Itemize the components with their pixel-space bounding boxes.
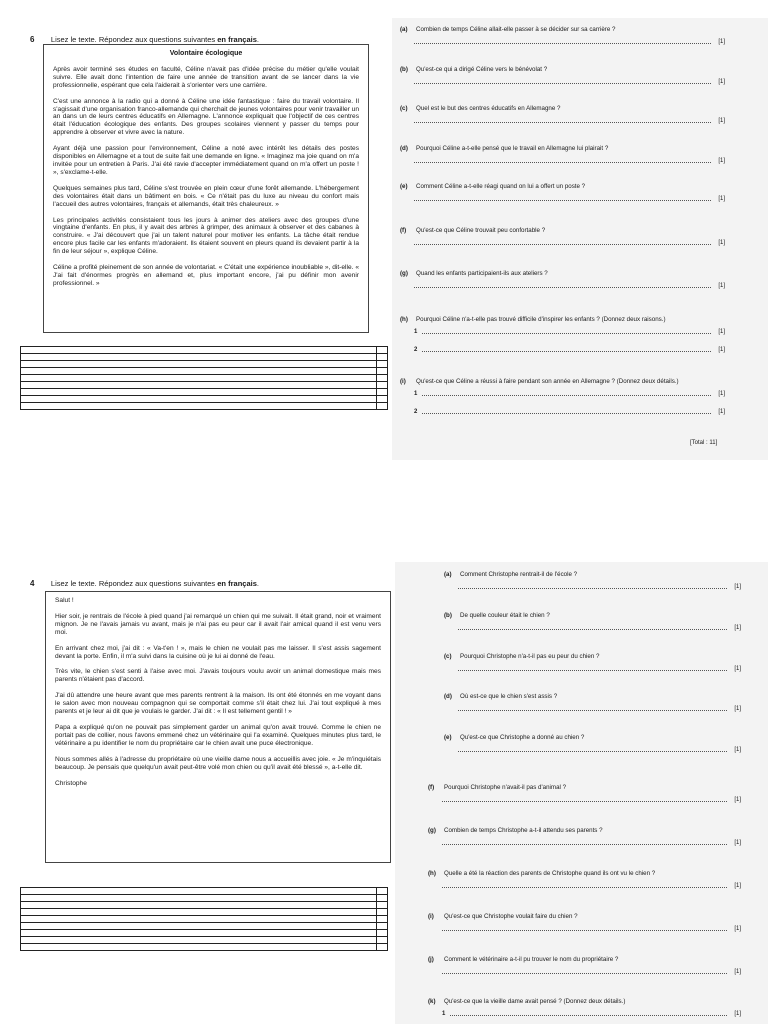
- mark-allocation: [1]: [734, 926, 741, 932]
- question-label: (k): [428, 998, 436, 1005]
- mark-allocation: [1]: [734, 666, 741, 672]
- question-text: Comment le vétérinaire a-t-il pu trouver le nom du propriétaire ?: [444, 956, 619, 963]
- passage-paragraph: Papa a expliqué qu'on ne pouvait pas simplement garder un animal qu'on avait trouvé. Comme le chien ne portait pas de collier, nous l'avons emmené chez un vétérinaire qui l'a examiné. Quelques minutes plus tard, le vétérinaire a pu identifier le nom du propriétaire car le chien avait une puce électronique.: [55, 723, 381, 747]
- answer-number: 2: [414, 347, 418, 353]
- answer-line[interactable]: [458, 585, 741, 592]
- question-text: Combien de temps Céline allait-elle passer à se décider sur sa carrière ?: [416, 26, 616, 33]
- answer-line[interactable]: [458, 667, 741, 674]
- answer-dots: [442, 930, 727, 931]
- question-text: Pourquoi Christophe n'a-t-il pas eu peur du chien ?: [460, 653, 600, 660]
- answer-dots: [442, 844, 727, 845]
- exercise-instruction: Lisez le texte. Répondez aux questions suivantes en français.: [50, 579, 259, 588]
- passage-title: Volontaire écologique: [169, 50, 243, 57]
- passage-paragraph: J'ai dû attendre une heure avant que mes parents rentrent à la maison. Ils ont été étonnés en me voyant dans le salon avec mon nouveau compagnon qui se comportait comme s'il était chez lui. J'ai tout expliqué à mes parents et je leur ai dit que je voulais le garder. J'ai dit : « Il est tellement gentil ! »: [55, 692, 381, 716]
- mark-allocation: [1]: [734, 747, 741, 753]
- mark-allocation: [1]: [718, 196, 725, 202]
- question-label: (a): [400, 26, 408, 33]
- question-text: Qu'est-ce qui a dirigé Céline vers le bénévolat ?: [416, 66, 548, 73]
- mark-allocation: [1]: [718, 283, 725, 289]
- question-d: [444, 693, 741, 701]
- question-a: [444, 571, 741, 579]
- question-text: Pourquoi Christophe n'avait-il pas d'animal ?: [444, 784, 567, 791]
- answer-dots: [442, 973, 727, 974]
- mark-allocation: [1]: [734, 706, 741, 712]
- answer-number: 1: [442, 1011, 446, 1017]
- mark-allocation: [1]: [734, 969, 741, 975]
- passage-paragraph: Céline a profité pleinement de son année de volontariat. « C'était une expérience inoubliable », dit-elle. « J'ai fait d'énormes progrès en allemand et, plus important encore, j'ai pu définir mon avenir professionnel. »: [53, 264, 359, 287]
- answer-number: 1: [414, 329, 418, 335]
- question-text: Quand les enfants participaient-ils aux ateliers ?: [416, 270, 548, 277]
- question-text: Quelle a été la réaction des parents de Christophe quand ils ont vu le chien ?: [444, 870, 656, 877]
- question-label: (h): [400, 316, 408, 323]
- question-j: [428, 956, 741, 964]
- mark-allocation: [1]: [734, 883, 741, 889]
- question-label: (i): [400, 378, 406, 385]
- question-g: [428, 827, 741, 835]
- answer-dots: [458, 629, 727, 630]
- answer-dots: [442, 801, 727, 802]
- answer-line[interactable]: [442, 798, 741, 805]
- question-k: [428, 998, 741, 1006]
- answer-dots: [458, 751, 727, 752]
- passage-paragraph: Après avoir terminé ses études en faculté, Céline n'avait pas d'idée précise du métier qu'elle voulait suivre. Elle avait donc l'intention de faire une année de transition avant de se lancer dans la vie professionnelle, espérant que cela l'aiderait à s'orienter vers une carrière.: [53, 65, 359, 89]
- question-i: [428, 913, 741, 921]
- question-c: [444, 653, 741, 661]
- mark-allocation: [1]: [734, 1011, 741, 1017]
- letter-salutation: Salut !: [55, 597, 74, 604]
- answer-line[interactable]: [442, 927, 741, 934]
- question-label: (g): [400, 270, 408, 277]
- question-label: (b): [444, 612, 452, 619]
- mark-allocation: [1]: [734, 840, 741, 846]
- answer-dots: [450, 1015, 727, 1016]
- question-label: (f): [400, 227, 407, 234]
- question-text: Pourquoi Céline a-t-elle pensé que le travail en Allemagne lui plairait ?: [416, 145, 609, 152]
- exercise-number: 6: [30, 35, 35, 44]
- answer-line[interactable]: [442, 841, 741, 848]
- question-label: (d): [400, 145, 408, 152]
- question-text: Pourquoi Céline n'a-t-elle pas trouvé difficile d'inspirer les enfants ? (Donnez deux raisons.): [416, 316, 666, 323]
- answer-dots: [458, 670, 727, 671]
- mark-allocation: [1]: [718, 39, 725, 45]
- passage-paragraph: Très vite, le chien s'est senti à l'aise avec moi. J'avais toujours voulu avoir un animal domestique mais mes parents n'étaient pas d'accord.: [55, 668, 381, 684]
- exercise-number: 4: [30, 579, 35, 588]
- answer-dots: [458, 710, 727, 711]
- exercise-instruction: Lisez le texte. Répondez aux questions suivantes en français.: [50, 35, 259, 44]
- total-marks: [Total : 11]: [690, 440, 718, 446]
- question-e: [444, 734, 741, 742]
- question-label: (c): [444, 653, 452, 660]
- question-text: De quelle couleur était le chien ?: [460, 612, 550, 619]
- mark-allocation: [1]: [718, 347, 725, 353]
- question-label: (i): [428, 913, 434, 920]
- question-b: [444, 612, 741, 620]
- question-label: (d): [444, 693, 452, 700]
- question-label: (a): [444, 571, 452, 578]
- question-label: (j): [428, 956, 434, 963]
- question-label: (c): [400, 105, 408, 112]
- question-text: Combien de temps Christophe a-t-il attendu ses parents ?: [444, 827, 603, 834]
- question-f: [428, 784, 741, 792]
- answer-line[interactable]: [458, 626, 741, 633]
- mark-allocation: [1]: [718, 118, 725, 124]
- mark-allocation: [1]: [718, 329, 725, 335]
- question-h: [428, 870, 741, 878]
- question-label: (f): [428, 784, 435, 791]
- mark-allocation: [1]: [718, 391, 725, 397]
- mark-allocation: [1]: [734, 797, 741, 803]
- question-text: Qu'est-ce que Christophe a donné au chien ?: [460, 734, 585, 741]
- question-text: Où est-ce que le chien s'est assis ?: [460, 693, 558, 700]
- question-text: Comment Céline a-t-elle réagi quand on lui a offert un poste ?: [416, 183, 586, 190]
- answer-number: 2: [414, 409, 418, 415]
- question-text: Qu'est-ce que Christophe voulait faire du chien ?: [444, 913, 578, 920]
- question-label: (e): [400, 183, 408, 190]
- passage-paragraph: Quelques semaines plus tard, Céline s'est trouvée en plein cœur d'une forêt allemande. L'hébergement des volontaires était dans un bâtiment en bois. « Ce n'était pas du luxe au niveau du confort mais l'accueil des autres volontaires, français et allemands, était très chaleureux. »: [53, 184, 359, 208]
- letter-signature: Christophe: [55, 779, 87, 787]
- answer-dots: [442, 887, 727, 888]
- answer-line[interactable]: [442, 1012, 741, 1019]
- question-label: (g): [428, 827, 436, 834]
- answer-number: 1: [414, 391, 418, 397]
- answer-line[interactable]: [458, 707, 741, 714]
- answer-line[interactable]: [458, 748, 741, 755]
- answer-line[interactable]: [442, 884, 741, 891]
- question-label: (b): [400, 66, 408, 73]
- answer-line[interactable]: [442, 970, 741, 977]
- question-text: Qu'est-ce que la vieille dame avait pensé ? (Donnez deux détails.): [444, 998, 626, 1005]
- question-text: Qu'est-ce que Céline trouvait peu confortable ?: [416, 227, 546, 234]
- mark-allocation: [1]: [734, 584, 741, 590]
- passage-paragraph: Hier soir, je rentrais de l'école à pied quand j'ai remarqué un chien qui me suivait. Il était grand, noir et vraiment mignon. Je ne l'avais jamais vu avant, mais je n'ai pas eu peur car il avait l'air amical quand il est venu vers moi.: [55, 612, 381, 636]
- mark-allocation: [1]: [718, 409, 725, 415]
- passage-paragraph: Nous sommes allés à l'adresse du propriétaire où une vieille dame nous a accueillis avec joie. « Je m'inquiétais beaucoup. Je pensais que quelqu'un avait peut-être volé mon chien ou qu'il avait été blessé », a-t-elle dit.: [55, 755, 381, 771]
- passage-paragraph: Les principales activités consistaient tous les jours à animer des ateliers avec des groupes d'une vingtaine d'enfants. En plus, il y avait des arbres à grimper, des animaux à observer et des cabanes à construire. « J'ai découvert que j'ai un talent naturel pour motiver les enfants. La tâche était rendue encore plus facile car les enfants m'adoraient. Ils étaient souvent en pleurs quand ils devaient partir à la fin de leur séjour », explique Céline.: [53, 216, 359, 256]
- mark-allocation: [1]: [734, 625, 741, 631]
- mark-allocation: [1]: [718, 240, 725, 246]
- answer-dots: [458, 588, 727, 589]
- mark-allocation: [1]: [718, 79, 725, 85]
- passage-paragraph: C'est une annonce à la radio qui a donné à Céline une idée fantastique : faire du travail volontaire. Il s'agissait d'une organisation franco-allemande qui cherchait de jeunes volontaires pour venir travailler un an dans un de leurs centres éducatifs en Allemagne. L'annonce expliquait que l'objectif de ces centres était l'éducation écologique des enfants. Des groupes scolaires viennent y passer du temps pour apprendre à observer et vivre avec la nature.: [53, 97, 359, 137]
- question-text: Qu'est-ce que Céline a réussi à faire pendant son année en Allemagne ? (Donnez deux détails.): [416, 378, 679, 385]
- passage-paragraph: Ayant déjà une passion pour l'environnement, Céline a noté avec intérêt les détails des postes disponibles en Allemagne et a tout de suite fait une demande en ligne. « Imaginez ma joie quand on m'a invitée pour un entretien à Paris. J'ai été ravie d'accepter immédiatement quand on m'a offert un poste ! », s'exclame-t-elle.: [53, 145, 359, 176]
- question-label: (e): [444, 734, 452, 741]
- question-text: Comment Christophe rentrait-il de l'école ?: [460, 571, 578, 578]
- passage-paragraph: En arrivant chez moi, j'ai dit : « Va-t'en ! », mais le chien ne voulait pas me laisser. Il s'est assis sagement devant la porte. Enfin, il m'a suivi dans la cuisine où je lui ai donné de l'eau.: [55, 644, 381, 660]
- question-label: (h): [428, 870, 436, 877]
- mark-allocation: [1]: [718, 158, 725, 164]
- question-text: Quel est le but des centres éducatifs en Allemagne ?: [416, 105, 561, 112]
